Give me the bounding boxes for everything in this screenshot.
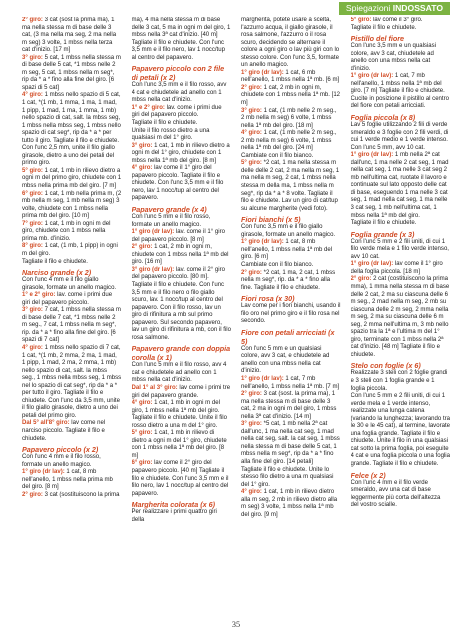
round-label: 4° giro: bbox=[131, 400, 153, 407]
instruction-text: Con l'unc 5 mm e 2 fili uniti, di cui 1 verde mela e 1 verde intenso, realizzate una lunga catena (variando la lunghezza; lavorando tra le 30 e le 45 cat), al termine, lavorate una foglia grande. Tagliate il filo e chiudete. Unite il filo in una qualsiasi cat sotto la prima foglia, poi eseguite 4 cat e una foglia piccola o una foglia grande. Tagliate il filo e chiudete. bbox=[350, 393, 450, 467]
instruction-text: Con l'unc 3,5 mm e un qualsiasi colore, avv 3 cat, chiudetele ad anello con una mbss nella cat d'inizio. bbox=[350, 43, 437, 72]
section-heading: Stelo con foglie (x 6) bbox=[350, 361, 421, 371]
round-label: 2° giro: bbox=[131, 244, 153, 251]
instruction-paragraph bbox=[351, 370, 451, 393]
instruction-paragraph bbox=[241, 224, 341, 239]
round-label: 5° giro: bbox=[131, 430, 153, 437]
round-label: 1° giro (dr lav): bbox=[241, 239, 284, 246]
instruction-text: 1 cat, 1 mb in ogni m del giro, chiudete con 1 mbss nella prima mb. d'inizio. bbox=[22, 220, 111, 242]
instruction-paragraph bbox=[132, 267, 232, 342]
instruction-text: 1 cat, 6 mb nell'anello, 1 mbss nella 1ª mb. [6 m] bbox=[241, 69, 340, 84]
instruction-paragraph bbox=[241, 467, 341, 490]
section-heading: Papavero piccolo (x 2) bbox=[22, 445, 99, 455]
instruction-text: Lav 5 foglie utilizzando 2 fili di verde smeraldo e 3 foglie con 2 fili verdi, di cui 1 verde medio e 1 verde intenso. bbox=[350, 122, 449, 144]
instruction-paragraph bbox=[22, 492, 122, 500]
instruction-text: Cambiate con il filo bianco. bbox=[241, 261, 314, 268]
instruction-text: Tagliate il filo e chiudete. bbox=[131, 120, 198, 127]
instruction-text: 1 cat, (1 mb nelle 2 m seg., 2 mb nella m seg) 6 volte, 1 mbss nella 1ª mb del giro. [24 m] bbox=[241, 130, 337, 152]
instruction-text: Con l'unc 5 mm e il filo rosso, avv 4 cat e chiudetele ad anello con 1 mbss nella cat d'inizio. bbox=[131, 362, 227, 384]
instruction-text: 1 cat, 2 mb in ogni m, chiudete con 1 mbss nella 1ª mb del giro. [16 m] bbox=[131, 244, 229, 266]
round-label: 3° giro: bbox=[22, 54, 43, 61]
instruction-text: 3 cat (sost. la prima ma), 1 ma nella stessa m di base delle 3 cat, 2 ma in ogni m del giro, 1 mbss nella 3ª cat d'inizio. [14 m] bbox=[241, 391, 337, 420]
round-label: 4° giro: bbox=[241, 489, 262, 496]
instruction-paragraph bbox=[22, 307, 122, 345]
instruction-paragraph bbox=[132, 214, 232, 229]
instruction-paragraph bbox=[241, 489, 341, 519]
instruction-text: 1 cat, 8 mb nell'anello, 1 mbss nella 1ª mb del giro. [6 m] bbox=[241, 239, 333, 261]
instruction-text: *2 cat, 1 ma, 2 cat, 1 mbss nella m seg*, rip. da * a * fino alla fine. Tagliate il filo e chiudete. bbox=[241, 269, 336, 291]
instruction-paragraph bbox=[22, 345, 122, 420]
instruction-paragraph bbox=[241, 391, 341, 421]
instruction-paragraph bbox=[241, 421, 341, 466]
instruction-paragraph bbox=[351, 73, 451, 111]
instruction-paragraph bbox=[241, 346, 341, 376]
round-label: 8° giro: bbox=[22, 243, 43, 250]
instruction-paragraph bbox=[351, 276, 451, 359]
instruction-paragraph bbox=[241, 262, 341, 270]
instruction-paragraph bbox=[241, 108, 341, 131]
instruction-text: margherita, potete usare a scelta, l'azzurro acqua, il giallo girasole, il rosa salmone, l'azzurro o il rosa scuro, decidendo se alternare il colore a ogni giro o lav più giri con lo stesso colore. Con l'unc 3,5, formate un anello magico. bbox=[241, 17, 340, 69]
instruction-text: Unite il filo rosso dietro a una qualsiasi m del 1° giro. bbox=[131, 127, 210, 142]
round-label: 6° giro: bbox=[22, 190, 43, 197]
instruction-text: 5 cat, 1 mbss nella stessa m di base delle 5 cat, *1 mbss nelle 2 m seg, 5 cat, 1 mbss nella m seg*, rip da * a * fino alla fine del giro. [6 spazi di 5 cat] bbox=[22, 54, 121, 91]
round-label: 2° giro: bbox=[22, 491, 43, 498]
instruction-text: 1 cat, (1 mb nelle 2 m seg., 2 mb nella m seg) 6 volte, 1 mbss nella 1ª mb del giro. [18 m] bbox=[241, 107, 337, 129]
instruction-paragraph bbox=[22, 55, 122, 93]
round-label: 3° giro: bbox=[131, 142, 153, 149]
instruction-text: Tagliate il filo e chiudete. bbox=[350, 24, 417, 31]
instruction-paragraph bbox=[351, 25, 451, 33]
instruction-text: 3 cat (sostituiscono la prima bbox=[42, 491, 120, 498]
section-label-prefix: Spiegazioni bbox=[345, 3, 391, 13]
instruction-text: Con l'unc 5 mm e un qualsiasi colore, avv 3 cat, e chiudetele ad anello con una mbss nella cat d'inizio. bbox=[241, 345, 330, 375]
instruction-text: Con l'unc 5 mm e 2 fili uniti, di cui 1 filo verde mela e 1 filo verde intenso, avv 10 cat. bbox=[350, 238, 449, 260]
instruction-text: 1 cat, 1 mb in rilievo dietro a ogni m del primo giro, chiudete con 1 mbss nella prima mb del giro. [7 m] bbox=[22, 167, 122, 190]
instruction-text: 3 cat (sost la prima ma), 1 ma nella stessa m di base delle 3 cat, (3 ma nella ma seg, 2 ma nella m seg) 3 volte, 1 mbss nella terza cat d'inizio. [17 m] bbox=[22, 17, 117, 54]
instruction-paragraph bbox=[351, 122, 451, 145]
instruction-text: 1 cat, 1 mb nella prima m, (2 mb nella m seg, 1 mb nella m seg) 3 volte, chiudete con 1 mbss nella prima mb del giro. [10 m] bbox=[22, 190, 122, 220]
instruction-text: Realizzate 3 steli con 2 foglie grandi e 3 steli con 1 foglia grande e 1 foglia piccola. bbox=[350, 370, 448, 392]
instruction-paragraph bbox=[132, 128, 232, 143]
round-label: 1° giro (dr lav): bbox=[350, 152, 394, 159]
section-heading: Pistillo del fiore bbox=[350, 34, 405, 44]
instruction-paragraph bbox=[351, 393, 451, 468]
instruction-text: 1 cat, 2 mb in ogni m, chiudete con 1 mbss nella 1ª mb. [12 m] bbox=[241, 84, 341, 107]
instruction-paragraph bbox=[132, 82, 232, 105]
instruction-paragraph bbox=[132, 509, 232, 524]
instruction-paragraph bbox=[241, 17, 341, 70]
instruction-text: lav. come il 1° giro del papavero piccolo. [8 m] bbox=[131, 229, 225, 243]
instruction-paragraph bbox=[241, 239, 341, 262]
instruction-paragraph bbox=[22, 292, 122, 307]
instruction-paragraph bbox=[132, 460, 232, 498]
round-label: 6° giro: bbox=[131, 460, 153, 467]
section-heading: Papavero grande con doppia corolla (x 1) bbox=[131, 344, 231, 363]
section-heading: Foglia grande (x 3) bbox=[350, 229, 415, 239]
instruction-paragraph bbox=[132, 229, 232, 244]
round-label: 2° giro: bbox=[241, 84, 262, 91]
article-columns bbox=[22, 17, 450, 617]
round-label: 2° giro: bbox=[22, 17, 43, 23]
instruction-paragraph bbox=[22, 92, 122, 167]
section-heading: Fiori rosa (x 30) bbox=[241, 294, 295, 304]
round-label: 1° giro (dr lav): bbox=[350, 73, 394, 80]
instruction-paragraph bbox=[241, 153, 341, 161]
instruction-text: lav. come i primi due giri del papavero piccolo. bbox=[22, 292, 113, 306]
page-number: 35 bbox=[231, 620, 241, 629]
instruction-text: Con l'unc 3,5 mm e il filo rosso, avv 4 cat e chiudetele ad anello con 1 mbss nella cat d'inizio. bbox=[131, 82, 227, 104]
round-label: 1° giro (dr lav): bbox=[241, 375, 284, 382]
instruction-text: 1 cat, (1 mb, 1 pipp) in ogni m del giro. bbox=[22, 243, 118, 257]
instruction-paragraph bbox=[132, 143, 232, 166]
round-label: 3° giro: bbox=[241, 421, 262, 428]
round-label: 1° e 2° giro: bbox=[131, 104, 165, 111]
instruction-paragraph bbox=[22, 420, 122, 443]
instruction-text: Tagliate il filo e chiudete. bbox=[22, 258, 88, 265]
instruction-text: Con l'unc 4 mm e il filo giallo girasole, formate un anello magico. bbox=[22, 277, 117, 291]
instruction-text: ma), 4 ma nella stessa m di base delle 3 cat, 5 ma in ogni m del giro, 1 mbss nella 3ª cat d'inizio. [40 m] Tagliate il filo e chiudete. Con l'unc 3,5 mm e il filo nero, lav 1 nocc/tup al centro del papavero. bbox=[131, 17, 231, 61]
instruction-paragraph bbox=[132, 244, 232, 267]
instruction-text: 1 cat, 7 mb nell'anello, 1 mbss nella 1ª mb del giro. [7 m] Tagliate il filo e chiudete. Cucite in posizione il pistillo al centro del fiore con petali arricciati. bbox=[350, 73, 449, 110]
instruction-text: lav come il 1° giro del papavero piccolo. Tagliate il filo e chiudete. Con l'unc 3,5 mm e il filo nero, lav 1 nocc/tup al centro del papavero. bbox=[131, 165, 224, 202]
instruction-paragraph bbox=[22, 277, 122, 292]
round-label: Dal 5° all'8° giro: bbox=[22, 420, 70, 427]
round-label: 1° e 2° giro: bbox=[22, 292, 56, 299]
instruction-text: Per realizzare i primi quattro giri della bbox=[131, 509, 217, 523]
instruction-text: 1 cat, 8 mb nell'anello, 1 mbss nella prima mb del giro. [8 m] bbox=[22, 469, 113, 491]
instruction-text: Con l'unc 4 mm e il filo verde smeraldo, avv una cat di base leggermente più corta dell'altezza del vostro scialle. bbox=[350, 479, 441, 509]
instruction-paragraph bbox=[132, 362, 232, 385]
instruction-paragraph bbox=[22, 469, 122, 492]
instruction-text: Tagliate il filo e chiudete. bbox=[350, 220, 417, 227]
instruction-paragraph bbox=[132, 165, 232, 203]
round-label: 5° giro: bbox=[350, 17, 372, 23]
instruction-text: 2 cat (costituiscono la prima mma), 1 mma nella stessa m di base delle 2 cat, 2 ma su ciascuna delle 6 m seg., 2 mad nella m seg, 2 mb su ciascuna delle 2 m seg, 2 mma nella m seg, 2 ma su ciascuna delle 6 m seg, 2 mma nell'ultima m, 3 mb nello spazio tra la 1ª e l'ultima m del 1° giro, terminate con 1 mbss nella 2ª cat d'inizio. [48 m] Tagliate il filo e chiudete. bbox=[350, 276, 450, 358]
instruction-text: lav come il 2° giro del papavero piccolo. [40 m] Tagliate il filo e chiudete. Con l'unc 3,5 mm e il filo nero, lav 1 nocc/tup al centro del papavero. bbox=[131, 460, 229, 497]
instruction-text: Con l'unc 5 mm, avv 10 cat. bbox=[350, 144, 425, 151]
instruction-paragraph bbox=[132, 430, 232, 460]
instruction-paragraph bbox=[132, 385, 232, 400]
section-heading: Foglia piccola (x 8) bbox=[350, 113, 416, 123]
round-label: 4° giro: bbox=[22, 92, 43, 99]
instruction-paragraph bbox=[22, 191, 122, 221]
round-label: 1° giro (dr lav): bbox=[241, 69, 284, 76]
round-label: 4° giro: bbox=[22, 344, 43, 351]
round-label: 4° giro: bbox=[131, 165, 153, 172]
instruction-paragraph bbox=[241, 130, 341, 153]
round-label: 2° giro: bbox=[241, 391, 262, 398]
instruction-paragraph bbox=[241, 376, 341, 391]
section-heading: Fiori bianchi (x 5) bbox=[241, 215, 301, 225]
instruction-paragraph bbox=[351, 239, 451, 262]
instruction-paragraph bbox=[241, 70, 341, 85]
instruction-paragraph bbox=[351, 220, 451, 228]
instruction-paragraph bbox=[22, 454, 122, 469]
instruction-paragraph bbox=[132, 17, 232, 62]
instruction-text: 1 mbss nello spazio di 5 cat, 1 cat, *(1 mb, 1 mma, 1 ma, 1 mad, 1 pipp, 1 mad, 1 ma, 1 mma, 1 mb) nello spazio di cat, salt. la mbss seg, 1 mbss nella mbss seg, 1 mbss nello spazio di cat seg*, rip da * a * per tutto il giro. Tagliate il filo e chiudete. Con l'unc 2,5 mm, unite il filo giallo girasole, dietro a uno dei petali del primo giro. bbox=[22, 92, 121, 167]
instruction-paragraph bbox=[351, 480, 451, 510]
instruction-text: *5 cat, 1 mb nella 2ª cat dall'unc, 1 ma nella cat seg, 1 mad nella cat seg, salt. la cat seg, 1 mbss nella stessa m di base delle 5 cat, 1 mbss nella m seg*, rip da * a * fino alla fine del giro. [14 petali] bbox=[241, 421, 340, 465]
section-label-bold: INDOSSATO bbox=[392, 3, 443, 13]
instruction-paragraph bbox=[351, 17, 451, 25]
round-label: 5° giro: bbox=[22, 167, 43, 174]
instruction-paragraph bbox=[351, 43, 451, 73]
instruction-text: 1 cat, 7 mb nell'anello, 1 mbss nella 1ª mb. [7 m] bbox=[241, 375, 340, 390]
instruction-paragraph bbox=[22, 259, 122, 267]
instruction-paragraph bbox=[132, 120, 232, 128]
instruction-text: lav come nel narciso piccolo. Tagliate il filo e chiudete. bbox=[22, 420, 106, 442]
round-label: 2° giro: bbox=[241, 269, 262, 276]
instruction-text: lav come il 3° giro. bbox=[371, 17, 423, 23]
instruction-text: 1 cat, 1 mb in rilievo dietro a ogni m del 1° giro, chiudete con 1 mbss nella 1ª mb del giro. [8 m] bbox=[131, 142, 230, 164]
instruction-text: Cambiate con il filo bianco. bbox=[241, 152, 314, 159]
instruction-paragraph bbox=[132, 400, 232, 430]
instruction-paragraph bbox=[241, 160, 341, 213]
instruction-text: *2 cat, 1 ma nella stessa m delle delle 2 cat, 2 ma nella m seg, 1 ma nella m seg, 2 cat, 1 mbss nella stessa m della ma, 1 mbss nella m seg*, rip da * a * 8 volte. Tagliate il filo e chiudete. Lav un giro di cat/tup su alcune margherite (vedi foto). bbox=[241, 160, 340, 212]
instruction-paragraph bbox=[22, 221, 122, 244]
instruction-text: 1 cat, 1 mb in ogni m del giro, 1 mbss nella 1ª mb del giro. Tagliate il filo e chiudete. Unite il filo rosso dietro a una m del 1° giro. bbox=[131, 400, 227, 429]
instruction-text: lav. come il 2° giro del papavero piccolo. [80 m]. Tagliate il filo e chiudete. Con l'unc 3,5 mm e il filo nero o filo giallo scuro, lav. 1 nocc/tup al centro del papavero. Con il filo rosso, lav un giro di rifinitura a mb sul primo papavero. Sul secondo papavero, lav un giro di rifinitura a mb, con il filo rosa salmone. bbox=[131, 266, 231, 341]
round-label: 1° giro (dr lav): bbox=[22, 469, 65, 476]
round-label: 1° giro (dr lav): bbox=[350, 261, 394, 268]
instruction-paragraph bbox=[351, 261, 451, 276]
instruction-text: Con l'unc 4 mm e il filo rosso, formate un anello magico. bbox=[22, 454, 101, 468]
round-label: 3° giro: bbox=[241, 107, 262, 114]
section-heading: Fiore con petali arricciati (x 5) bbox=[241, 327, 335, 346]
instruction-text: 1 mb nella 2ª cat dall'unc, 1 ma nelle 2 cat seg, 1 mad nella cat seg, 1 ma nelle 3 cat seg 2 mb nell'ultima cat, ruotate il lavoro e continuate sul lato opposto delle cat di base, eseguendo 1 ma nelle 3 cat seg, 1 mad nella cat seg, 1 ma nelle 3 cat seg, 1 mb nell'ultima cat, 1 mbss nella 1ª mb del giro. bbox=[350, 152, 449, 219]
instruction-text: Con l'unc 5 mm e il filo rosso, formate un anello magico. bbox=[131, 214, 211, 228]
instruction-text: Tagliate il filo e chiudete. Unite lo stesso filo dietro a una m qualsiasi del 1° giro. bbox=[241, 466, 334, 488]
section-heading: Papavero piccolo con 2 file di petali (x 2) bbox=[131, 64, 225, 83]
round-label: 3° giro: bbox=[22, 307, 43, 314]
section-label bbox=[339, 2, 450, 15]
instruction-text: Lav come per i fiori bianchi, usando il filo oro nel primo giro e il filo rosa nel secondo. bbox=[241, 303, 341, 325]
instruction-paragraph bbox=[22, 168, 122, 191]
instruction-paragraph bbox=[241, 303, 341, 326]
instruction-text: Con l'unc 3,5 mm e il filo giallo girasole, formate un anello magico. bbox=[241, 224, 336, 238]
instruction-paragraph bbox=[22, 243, 122, 258]
round-label: Dal 1° al 3° giro: bbox=[131, 384, 178, 391]
text-column-3 bbox=[241, 17, 341, 617]
section-heading: Papavero grande (x 4) bbox=[131, 205, 207, 215]
instruction-text: 1 cat, 1 mb in rilievo dietro alla m seg, 2 mb in rilievo dietro alla m seg) 3 volte, 1 mbss nella 1ª mb del giro. [9 m] bbox=[241, 489, 338, 518]
round-label: 4° giro: bbox=[241, 130, 262, 137]
text-column-4 bbox=[351, 17, 451, 617]
round-label: 5° giro: bbox=[241, 160, 262, 167]
round-label: 2° giro: bbox=[350, 276, 372, 283]
section-heading: Felce (x 2) bbox=[350, 470, 386, 480]
section-heading: Margherita colorata (x 6) bbox=[131, 500, 215, 510]
round-label: 3° giro (dr lav): bbox=[131, 266, 175, 273]
instruction-text: lav come i primi tre giri del papavero grande. bbox=[131, 384, 231, 399]
round-label: 1° giro (dr lav): bbox=[131, 229, 175, 236]
instruction-text: 1 mbss nello spazio di 7 cat, 1 cat, *(1 mb, 2 mma, 2 ma, 1 mad, 1 pipp, 1 mad, 2 ma, 2 mma, 1 mb) nello spazio di cat, salt. la mbss seg., 1 mbss nella mbss seg, 1 mbss nel lo spazio di cat seg*, rip da * a * per tutto il giro. Tagliate il filo e chiudete. Con l'unc da 3,5 mm, unite il filo giallo girasole, dietro a uno dei petali del primo giro. bbox=[22, 344, 122, 419]
instruction-paragraph bbox=[22, 17, 122, 55]
text-column-2 bbox=[132, 17, 232, 617]
round-label: 7° giro: bbox=[22, 220, 43, 227]
section-heading: Narciso grande (x 2) bbox=[22, 268, 92, 278]
instruction-paragraph bbox=[241, 85, 341, 108]
text-column-1 bbox=[22, 17, 122, 617]
instruction-text: 7 cat, 1 mbss nella stessa m di base delle 7 cat, *1 mbss nelle 2 m seg., 7 cat, 1 mbss nella m seg*, rip. da * a * fino alla fine del giro. [6 spazi di 7 cat] bbox=[22, 307, 121, 344]
instruction-text: 1 cat, 1 mb in rilievo di dietro a ogni m del 1° giro, chiudete con 1 mbss nella 1ª mb del giro. [8 m] bbox=[131, 430, 227, 459]
instruction-paragraph bbox=[132, 105, 232, 120]
instruction-paragraph bbox=[241, 270, 341, 293]
instruction-text: lav come il 1° giro della foglia piccola. [18 m] bbox=[350, 261, 443, 275]
instruction-paragraph bbox=[351, 152, 451, 220]
instruction-text: lav. come i primi due giri del papavero piccolo. bbox=[131, 104, 222, 119]
